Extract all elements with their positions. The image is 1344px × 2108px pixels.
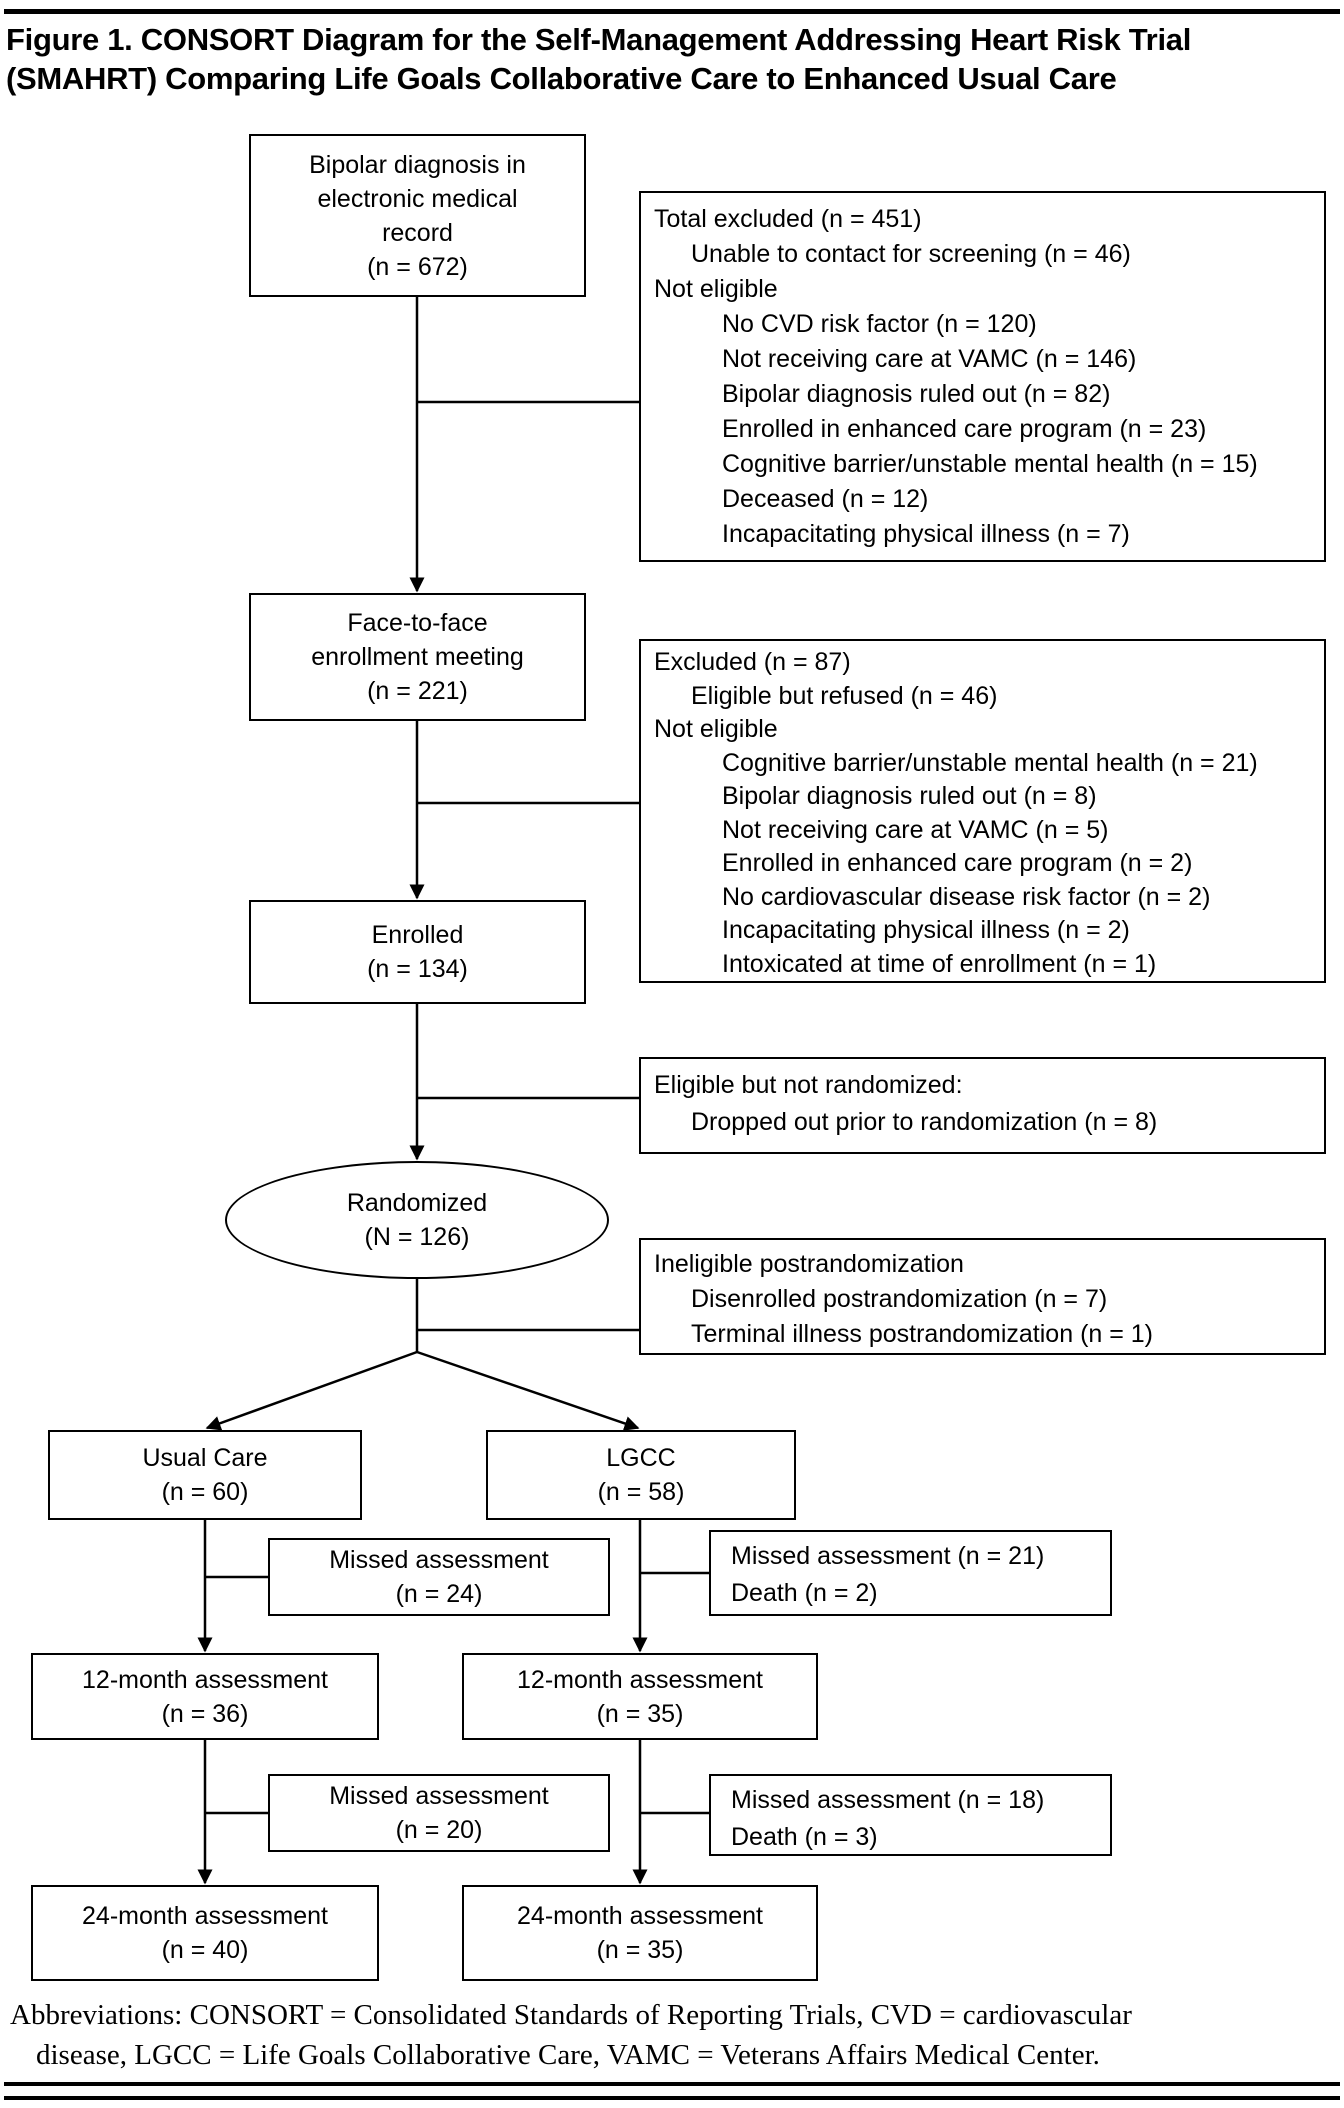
text-line: No CVD risk factor (n = 120) bbox=[722, 310, 1037, 338]
text-line: Enrolled in enhanced care program (n = 23) bbox=[722, 415, 1207, 443]
figure-title-line: (SMAHRT) Comparing Life Goals Collaborative Care to Enhanced Usual Care bbox=[6, 61, 1117, 96]
ineligible-postrandomization-box bbox=[639, 1238, 1326, 1355]
text-line: Incapacitating physical illness (n = 7) bbox=[722, 520, 1130, 548]
usual-care-box bbox=[48, 1430, 362, 1520]
text-line: Intoxicated at time of enrollment (n = 1) bbox=[722, 949, 1157, 978]
uc-missed-12-box bbox=[268, 1538, 610, 1616]
figure-title-line: Figure 1. CONSORT Diagram for the Self-Management Addressing Heart Risk Trial bbox=[6, 22, 1192, 57]
text-line: (n = 221) bbox=[367, 677, 468, 705]
text-line: 12-month assessment bbox=[517, 1665, 763, 1694]
text-line: Eligible but refused (n = 46) bbox=[691, 681, 998, 710]
text-line: 24-month assessment bbox=[517, 1902, 763, 1930]
text-line: Deceased (n = 12) bbox=[722, 485, 929, 513]
text-line: Not receiving care at VAMC (n = 146) bbox=[722, 345, 1137, 373]
text-line: Bipolar diagnosis in bbox=[309, 150, 526, 179]
text-line: Not receiving care at VAMC (n = 5) bbox=[722, 815, 1109, 844]
connector-arrow bbox=[207, 1352, 417, 1428]
abbreviations-line: disease, LGCC = Life Goals Collaborative Care, VAMC = Veterans Affairs Medical Center. bbox=[36, 2039, 1100, 2071]
text-line: 24-month assessment bbox=[82, 1902, 328, 1930]
text-line: (n = 36) bbox=[161, 1699, 249, 1728]
text-line: 12-month assessment bbox=[82, 1665, 328, 1694]
uc-12-month-box bbox=[31, 1653, 379, 1740]
text-line: Incapacitating physical illness (n = 2) bbox=[722, 916, 1130, 944]
text-line: Bipolar diagnosis ruled out (n = 82) bbox=[722, 380, 1111, 408]
uc-missed-24-box bbox=[268, 1774, 610, 1852]
bottom-rule-1 bbox=[4, 2082, 1340, 2086]
figure-title bbox=[6, 20, 1340, 98]
text-line: Excluded (n = 87) bbox=[654, 648, 851, 676]
uc-24-month-box bbox=[31, 1885, 379, 1981]
text-line: Unable to contact for screening (n = 46) bbox=[691, 240, 1131, 268]
text-line: Death (n = 2) bbox=[731, 1579, 878, 1607]
text-line: Ineligible postrandomization bbox=[654, 1250, 964, 1278]
text-line: (n = 134) bbox=[367, 955, 468, 983]
text-line: No cardiovascular disease risk factor (n = 2) bbox=[722, 882, 1211, 911]
text-line: (n = 24) bbox=[395, 1580, 483, 1608]
connector-arrow bbox=[417, 1352, 638, 1428]
text-line: record bbox=[382, 218, 453, 247]
text-line: (n = 58) bbox=[597, 1478, 685, 1506]
enrolled-box bbox=[249, 900, 586, 1004]
top-rule bbox=[4, 9, 1340, 14]
lgcc-24-month-box bbox=[462, 1885, 818, 1981]
text-line: Disenrolled postrandomization (n = 7) bbox=[691, 1285, 1108, 1313]
randomized-ellipse bbox=[225, 1161, 609, 1279]
text-line: Death (n = 3) bbox=[731, 1823, 878, 1851]
text-line: (N = 126) bbox=[364, 1223, 470, 1251]
text-line: Missed assessment bbox=[329, 1782, 549, 1810]
text-line: Not eligible bbox=[654, 715, 778, 743]
text-line: Enrolled in enhanced care program (n = 2) bbox=[722, 849, 1193, 877]
text-line: Not eligible bbox=[654, 275, 778, 303]
text-line: (n = 35) bbox=[596, 1699, 684, 1728]
text-line: Face-to-face bbox=[347, 609, 488, 637]
text-line: Missed assessment (n = 21) bbox=[731, 1542, 1045, 1570]
text-line: (n = 40) bbox=[161, 1936, 249, 1964]
emr-diagnosis-box bbox=[249, 134, 586, 297]
text-line: Missed assessment (n = 18) bbox=[731, 1786, 1045, 1814]
lgcc-12-month-box bbox=[462, 1653, 818, 1740]
lgcc-missed-24-box bbox=[709, 1774, 1112, 1856]
text-line: Total excluded (n = 451) bbox=[654, 205, 922, 233]
text-line: Usual Care bbox=[142, 1444, 268, 1472]
text-line: Enrolled bbox=[371, 921, 464, 949]
lgcc-box bbox=[486, 1430, 796, 1520]
text-line: Dropped out prior to randomization (n = 8) bbox=[691, 1108, 1158, 1136]
text-line: enrollment meeting bbox=[311, 643, 524, 671]
text-line: (n = 672) bbox=[367, 252, 468, 281]
text-line: (n = 20) bbox=[395, 1816, 483, 1844]
text-line: (n = 35) bbox=[596, 1936, 684, 1964]
text-line: Cognitive barrier/unstable mental health (n = 15) bbox=[722, 450, 1258, 478]
lgcc-missed-12-box bbox=[709, 1530, 1112, 1616]
screening-excluded-box bbox=[639, 191, 1326, 562]
enrollment-excluded-box bbox=[639, 639, 1326, 983]
text-line: Missed assessment bbox=[329, 1546, 549, 1574]
text-line: electronic medical bbox=[317, 184, 518, 213]
text-line: Cognitive barrier/unstable mental health (n = 21) bbox=[722, 748, 1258, 777]
enrollment-meeting-box bbox=[249, 593, 586, 721]
abbreviations-line: Abbreviations: CONSORT = Consolidated Standards of Reporting Trials, CVD = cardiovascular bbox=[10, 1999, 1132, 2031]
text-line: Terminal illness postrandomization (n = 1) bbox=[691, 1320, 1154, 1348]
text-line: Randomized bbox=[346, 1189, 488, 1217]
text-line: LGCC bbox=[606, 1444, 676, 1472]
text-line: Bipolar diagnosis ruled out (n = 8) bbox=[722, 782, 1097, 810]
abbreviations-note bbox=[10, 1995, 1334, 2075]
bottom-rule-2 bbox=[4, 2096, 1340, 2100]
text-line: Eligible but not randomized: bbox=[654, 1071, 963, 1099]
text-line: (n = 60) bbox=[161, 1478, 249, 1506]
not-randomized-box bbox=[639, 1057, 1326, 1154]
